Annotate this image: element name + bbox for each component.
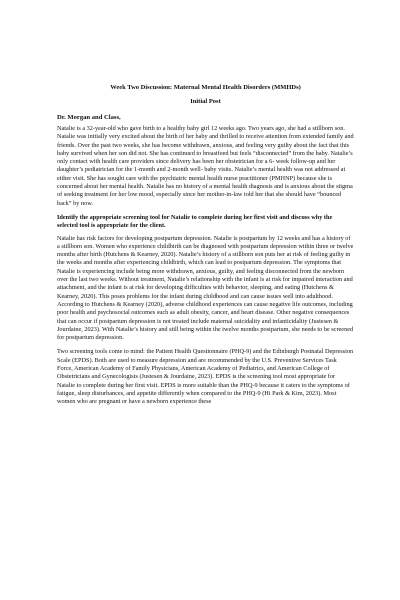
discussion-question: Identify the appropriate screening tool for Natalie to complete during her first visit and discuss why the selected tool is appropriate for the client.: [57, 213, 333, 230]
document-subtitle: Initial Post: [190, 98, 221, 105]
document-title: Week Two Discussion: Maternal Mental Health Disorders (MMHDs): [110, 84, 301, 91]
salutation: Dr. Morgan and Class,: [57, 114, 121, 121]
case-paragraph: Natalie is a 32-year-old who gave birth to a healthy baby girl 12 weeks ago. Two years ago, she had a stillborn son. Natalie was initially very excited about the birth of her baby and thrilled to receive attention from extended family and friends. Over the past two weeks, she has become withdrawn, anxious, and feeling very guilty about the fact that this baby survived when her son did not. She has continued to breastfeed but feels “disconnected” from the baby. Natalie’s only contact with health care providers since delivery has been her obstetrician for a 6- week follow-up and her daughter’s pediatrician for the 1-month and 2-month well- baby visits. Natalie’s mental health was not addressed at either visit. She has sought care with the psychiatric mental health nurse practitioner (PMHNP) because she is concerned about her mental health. Natalie has no history of a mental health diagnosis and is anxious about the stigma of seeking treatment for her low mood, especially since her mother-in-law told her that she should have “bounced back” by now.: [57, 125, 354, 207]
body-paragraph-risk-factors: Natalie has risk factors for developing postpartum depression. Natalie is postpartum by 12 weeks and has a history of a stillborn son. Women who experience childbirth can be diagnosed with postpartum depression within three or twelve months after birth (Hutchens & Kearney, 2020). Natalie’s history of a stillborn son puts her at risk of feeling guilty in the weeks and months after experiencing childbirth, which can lead to postpartum depression. The symptoms that Natalie is experiencing include being more withdrawn, anxious, guilty, and feeling disconnected from the newborn over the last two weeks. Without treatment, Natalie’s relationship with the infant is at risk for impaired interaction and attachment, and the infant is at risk for developing difficulties with behavior, sleeping, and eating (Hutchens & Kearney, 2020). This poses problems for the infant during childhood and can cause issues well into adulthood. According to Hutchens & Kearney (2020), adverse childhood experiences can cause negative life outcomes, including poor health and psychosocial outcomes such as adult obesity, cancer, and heart disease. Other negative consequences that can occur if postpartum depression is not treated include maternal suicidality and infanticidality (Justesen & Jourdaine, 2023). With Natalie’s history and still being within the twelve months postpartum, she needs to be screened for postpartum depression.: [57, 234, 354, 342]
body-paragraph-screening-tools: Two screening tools come to mind: the Patient Health Questionnaire (PHQ-9) and the Edinburgh Postnatal Depression Scale (EPDS). Both are used to measure depression and are recommended by the U.S. Preventive Services Task Force, American Academy of Family Physicians, American Academy of Pediatrics, and American College of Obstetricians and Gynecologists (Justesen & Jourdaine, 2023). EPDS is the screening tool most appropriate for Natalie to complete during her first visit. EPDS is more suitable than the PHQ-9 because it caters to the symptoms of fatigue, sleep disturbances, and appetite differently when compared to the PHQ-9 (Hi Park & Kim, 2023). Most women who are pregnant or have a newborn experience these: [57, 348, 354, 406]
